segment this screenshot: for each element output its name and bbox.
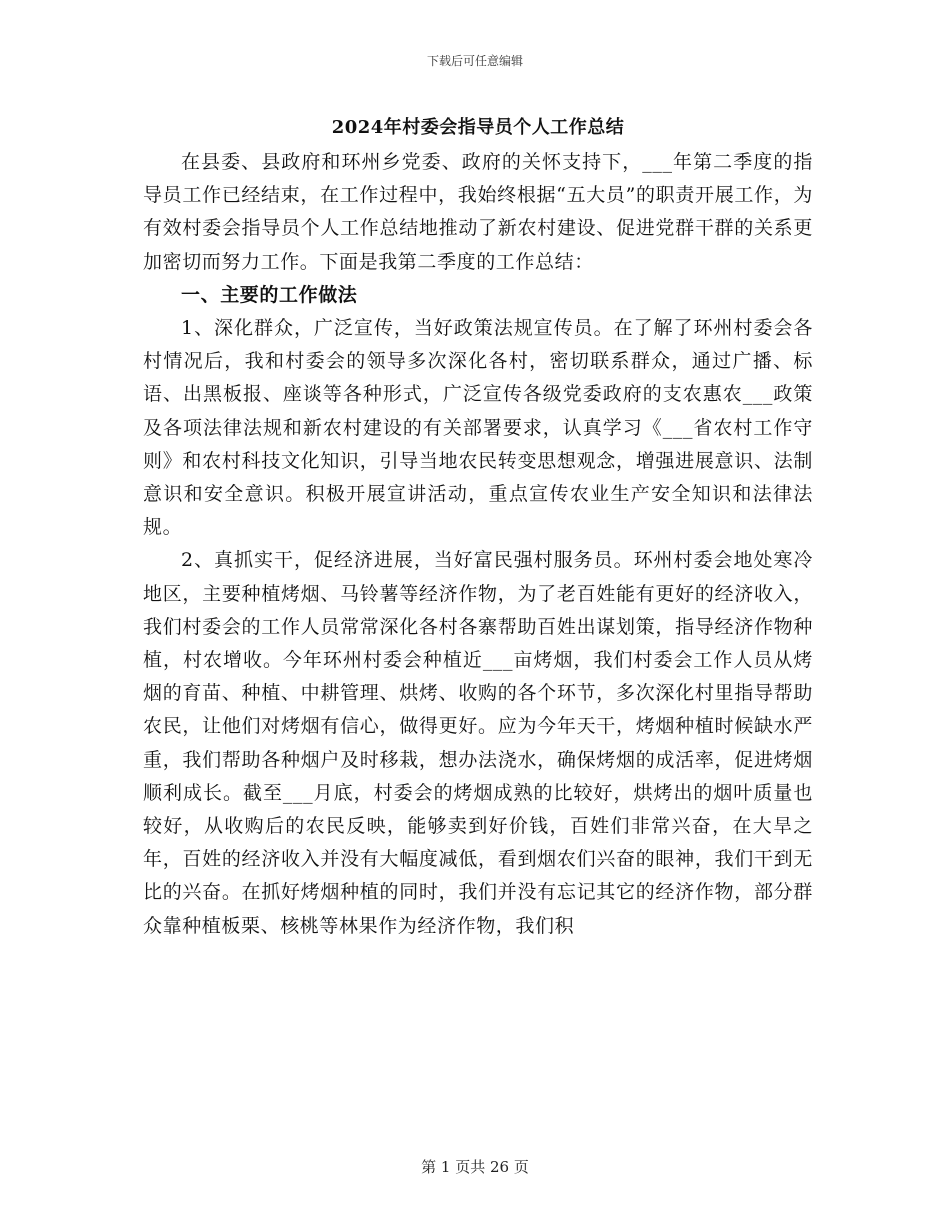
page-header-note: 下载后可任意编辑: [426, 54, 523, 68]
page-footer: 第 1 页共 26 页: [421, 1158, 529, 1176]
document-title: 2024年村委会指导员个人工作总结: [331, 117, 625, 138]
section-heading: 一、主要的工作做法: [181, 283, 358, 306]
item-2-paragraph: 2、真抓实干，促经济进展，当好富民强村服务员。环州村委会地处寒冷地区，主要种植烤烟、马铃薯等经济作物，为了老百姓能有更好的经济收入，我们村委会的工作人员常常深化各村各寨帮助百姓出谋划策，指导经济作物种植，村农增收。今年环州村委会种植近___亩烤烟，我们村委会工作人员从烤烟的育苗、种植、中耕管理、烘烤、收购的各个环节，多次深化村里指导帮助农民，让他们对烤烟有信心，做得更好。应为今年天干，烤烟种植时候缺水严重，我们帮助各种烟户及时移栽，想办法浇水，确保烤烟的成活率，促进烤烟顺利成长。截至___月底，村委会的烤烟成熟的比较好，烘烤出的烟叶质量也较好，从收购后的农民反映，能够卖到好价钱，百姓们非常兴奋，在大旱之年，百姓的经济收入并没有大幅度减低，看到烟农们兴奋的眼神，我们干到无比的兴奋。在抓好烤烟种植的同时，我们并没有忘记其它的经济作物，部分群众靠种植板栗、核桃等林果作为经济作物，我们积: [143, 549, 813, 937]
item-1-paragraph: 1、深化群众，广泛宣传，当好政策法规宣传员。在了解了环州村委会各村情况后，我和村委会的领导多次深化各村，密切联系群众，通过广播、标语、出黑板报、座谈等各种形式，广泛宣传各级党委政府的支农惠农___政策及各项法律法规和新农村建设的有关部署要求，认真学习《___省农村工作守则》和农村科技文化知识，引导当地农民转变思想观念，增强进展意识、法制意识和安全意识。积极开展宣讲活动，重点宣传农业生产安全知识和法律法规。: [143, 317, 813, 539]
document-body: [143, 116, 813, 943]
intro-paragraph: 在县委、县政府和环州乡党委、政府的关怀支持下，___年第二季度的指导员工作已经结束，在工作过程中，我始终根据“五大员”的职责开展工作，为有效村委会指导员个人工作总结地推动了新农村建设、促进党群干群的关系更加密切而努力工作。下面是我第二季度的工作总结：: [143, 151, 813, 273]
